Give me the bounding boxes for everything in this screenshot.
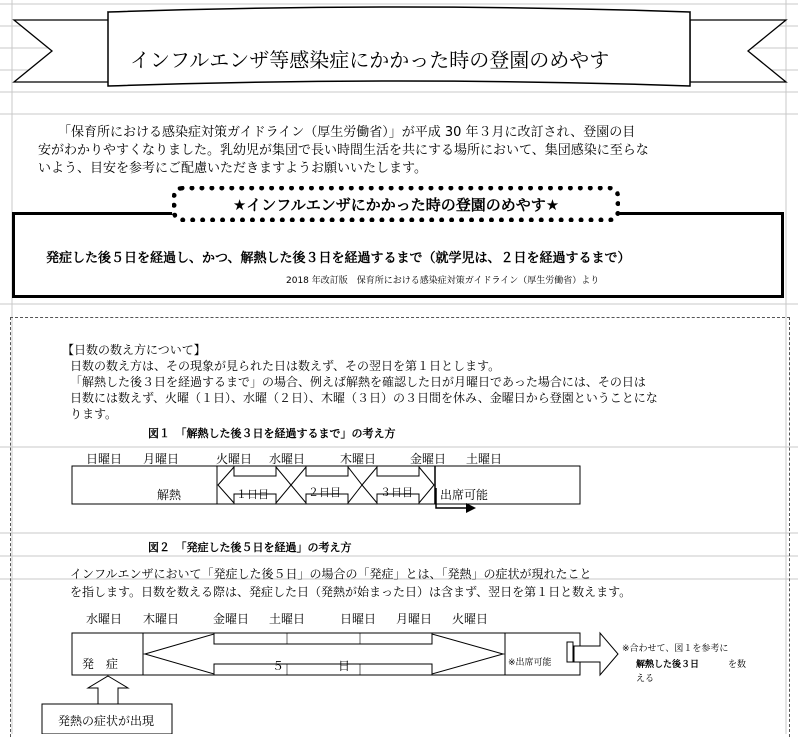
fig2-day-tue: 火曜日: [452, 612, 489, 626]
fig1-day-fri: 金曜日: [410, 452, 447, 466]
fig2-note-2: 解熱した後３日: [636, 660, 700, 670]
intro-line-2: 安がわかりやすくなりました。乳幼児が集団で長い時間生活を共にする場所において、集団感染に至らな: [38, 143, 649, 158]
intro-line-3: いよう、目安を参考にご配慮いただきますようお願いいたします。: [38, 161, 427, 176]
counting-line-2: 「解熱した後３日を経過するまで」の場合、例えば解熱を確認した日が月曜日であった場合には、その日は: [70, 375, 646, 389]
counting-line-4: ります。: [70, 407, 118, 421]
counting-heading: 【日数の数え方について】: [62, 343, 206, 357]
fig2-caption: 図２ 「発症した後５日を経過」の考え方: [148, 541, 352, 554]
fig2-day-sun: 日曜日: [340, 612, 377, 626]
fig2-note-1: ※合わせて、図１を参考に: [622, 644, 729, 654]
fig1-day-sun: 日曜日: [86, 452, 123, 466]
fig2-day-sat: 土曜日: [269, 612, 306, 626]
fig2-nichi: 日: [338, 659, 351, 673]
fig1-caption: 図１ 「解熱した後３日を経過するまで」の考え方: [148, 427, 396, 440]
fig2-note-4: える: [636, 674, 655, 684]
fig2-day-mon: 月曜日: [396, 612, 433, 626]
intro-line-1: 「保育所における感染症対策ガイドライン（厚生労働省）」が平成 30 年３月に改訂され、登園の目: [58, 125, 636, 140]
fig2-attend: ※出席可能: [508, 658, 552, 668]
fig1-day1: １日目: [236, 488, 269, 501]
fig1-day2: ２日目: [308, 486, 341, 499]
page-title: インフルエンザ等感染症にかかった時の登園のめやす: [130, 48, 610, 72]
counting-line-3: 日数には数えず、火曜（１日）、水曜（２日）、木曜（３日）の３日間を休み、金曜日から登園ということにな: [70, 391, 658, 405]
fig1-day3: ３日目: [380, 486, 413, 499]
fig2-day-fri: 金曜日: [213, 612, 250, 626]
fig1-day-thu: 木曜日: [340, 452, 377, 466]
fig1-day-tue: 火曜日: [216, 452, 253, 466]
fig2-symptom-label: 発熱の症状が出現: [58, 714, 155, 728]
fig1-day-wed: 水曜日: [269, 452, 306, 466]
fig1-day-mon: 月曜日: [143, 452, 180, 466]
fig2-day-thu: 木曜日: [143, 612, 180, 626]
fig2-note-3: を数: [728, 660, 747, 670]
guideline-title: ★インフルエンザにかかった時の登園のめやす★: [232, 195, 560, 214]
counting-line-1: 日数の数え方は、その現象が見られた日は数えず、その翌日を第１日とします。: [70, 359, 501, 373]
fig1-day-sat: 土曜日: [466, 452, 503, 466]
fig1-fever-label: 解熱: [157, 488, 182, 502]
guideline-source: 2018 年改訂版 保育所における感染症対策ガイドライン（厚生労働省）より: [286, 276, 600, 286]
fig2-five: ５: [272, 659, 285, 673]
fig2-day-wed: 水曜日: [86, 612, 123, 626]
fig2-desc-1: インフルエンザにおいて「発症した後５日」の場合の「発症」とは、「発熱」の症状が現れたこと: [70, 567, 592, 581]
guideline-criteria: 発症した後５日を経過し、かつ、解熱した後３日を経過するまで（就学児は、２日を経過するまで）: [46, 251, 631, 266]
fig1-attend: 出席可能: [440, 488, 489, 502]
fig2-desc-2: を指します。日数を数える際は、発症した日（発熱が始まった日）は含まず、翌日を第１日と数えます。: [70, 585, 632, 599]
fig2-onset: 発 症: [82, 657, 119, 671]
